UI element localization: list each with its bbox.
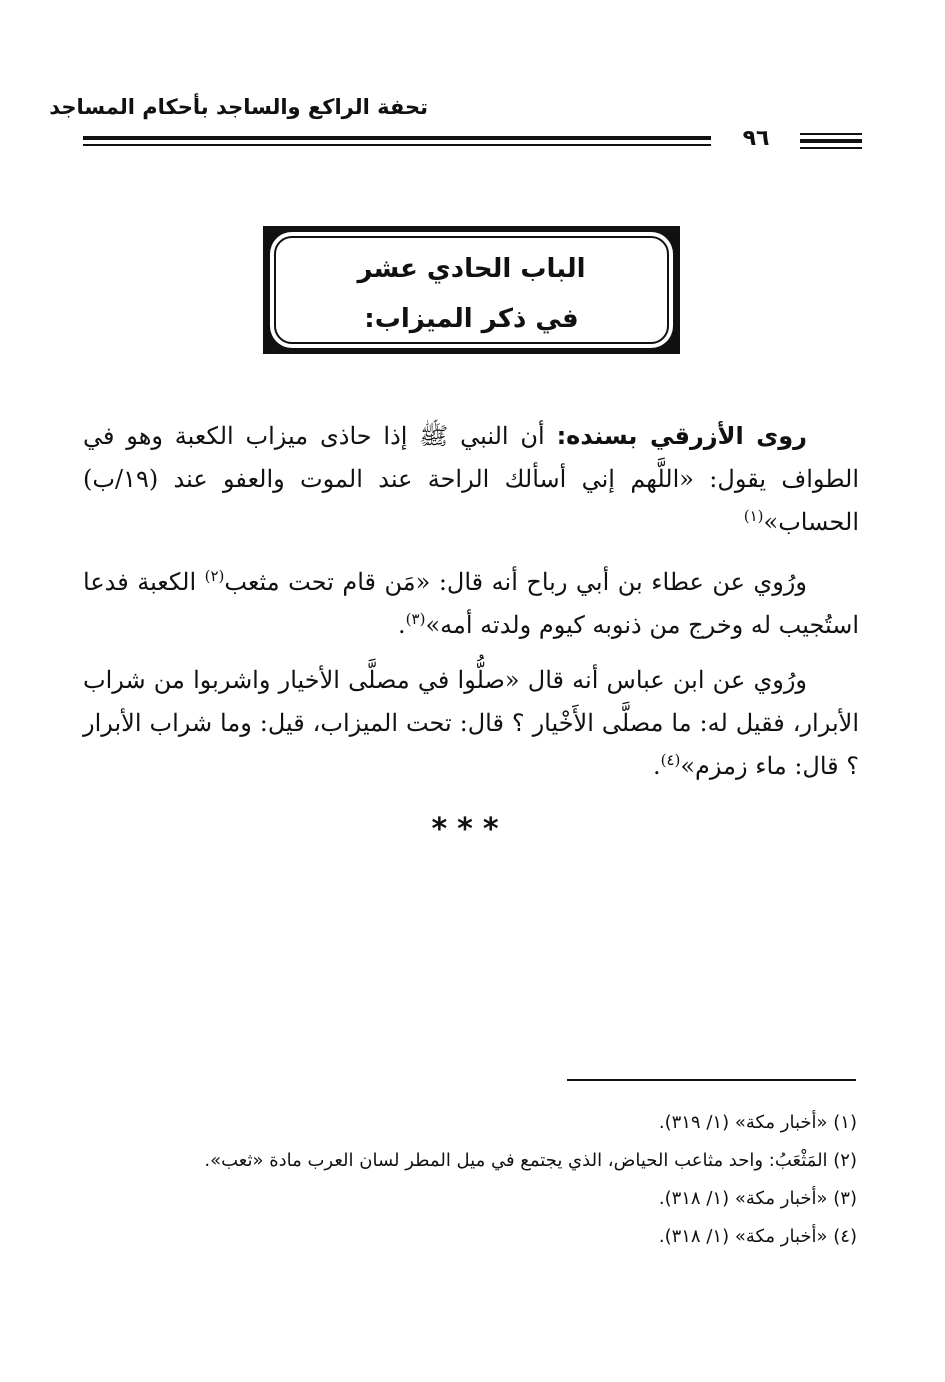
header-rule-thin xyxy=(83,144,711,146)
chapter-title-box xyxy=(263,226,680,354)
paragraph-1 xyxy=(83,415,859,544)
paragraph-2-tail: الكعبة فدعا استُجيب له وخرج من ذنوبه كيوم ولدته أمه» xyxy=(83,568,859,639)
chapter-title-frame xyxy=(270,232,673,348)
footnote-ref-4: (٤) xyxy=(660,751,681,769)
paragraph-1-lead: روى الأزرقي بسنده: xyxy=(556,422,807,450)
section-separator-stars: *** xyxy=(431,812,509,847)
paragraph-3 xyxy=(83,659,859,788)
paragraph-3-tail: . xyxy=(652,752,661,780)
running-header-title: تحفة الراكع والساجد بأحكام المساجد xyxy=(49,95,428,119)
page-number: ٩٦ xyxy=(742,126,770,151)
paragraph-2-text: ورُوي عن عطاء بن أبي رباح أنه قال: «مَن قام تحت مثعب xyxy=(224,568,807,596)
header-rule-right-middle xyxy=(800,139,862,143)
footnote-ref-1: (١) xyxy=(743,507,764,525)
footnote-ref-3: (٣) xyxy=(405,610,426,628)
paragraph-2-end: . xyxy=(398,611,406,639)
footnote-4: (٤) «أخبار مكة» (١/ ٣١٨). xyxy=(658,1226,857,1247)
paragraph-3-text: ورُوي عن ابن عباس أنه قال «صلُّوا في مصلَّى الأخيار واشربوا من شراب الأبرار، فقيل له: ما مصلَّى الأَخْيار ؟ قال: تحت الميزاب، قيل: وما شراب الأبرار ؟ قال: ماء زمزم» xyxy=(83,666,859,780)
header-rule-right-top xyxy=(800,133,862,135)
footnote-2: (٢) المَثْعَبُ: واحد مثاعب الحياض، الذي يجتمع في ميل المطر لسان العرب مادة «ثعب». xyxy=(204,1150,857,1171)
footnote-1: (١) «أخبار مكة» (١/ ٣١٩). xyxy=(658,1112,857,1133)
body-text xyxy=(83,415,859,800)
paragraph-2 xyxy=(83,561,859,647)
footnote-3: (٣) «أخبار مكة» (١/ ٣١٨). xyxy=(658,1188,857,1209)
chapter-subtitle: في ذكر الميزاب: xyxy=(364,304,579,334)
chapter-title-border xyxy=(274,236,669,344)
footnotes xyxy=(83,1104,857,1256)
header-rule-right-bottom xyxy=(800,147,862,149)
footnote-ref-2: (٢) xyxy=(204,567,225,585)
header-rule-thick xyxy=(83,136,711,140)
paragraph-1-text: أن النبي ﷺ إذا حاذى ميزاب الكعبة وهو في الطواف يقول: «اللَّهم إني أسألك الراحة عند الموت والعفو عند (١٩/ب) الحساب» xyxy=(83,422,859,536)
footnote-rule xyxy=(567,1079,856,1081)
chapter-title: الباب الحادي عشر xyxy=(357,254,586,284)
